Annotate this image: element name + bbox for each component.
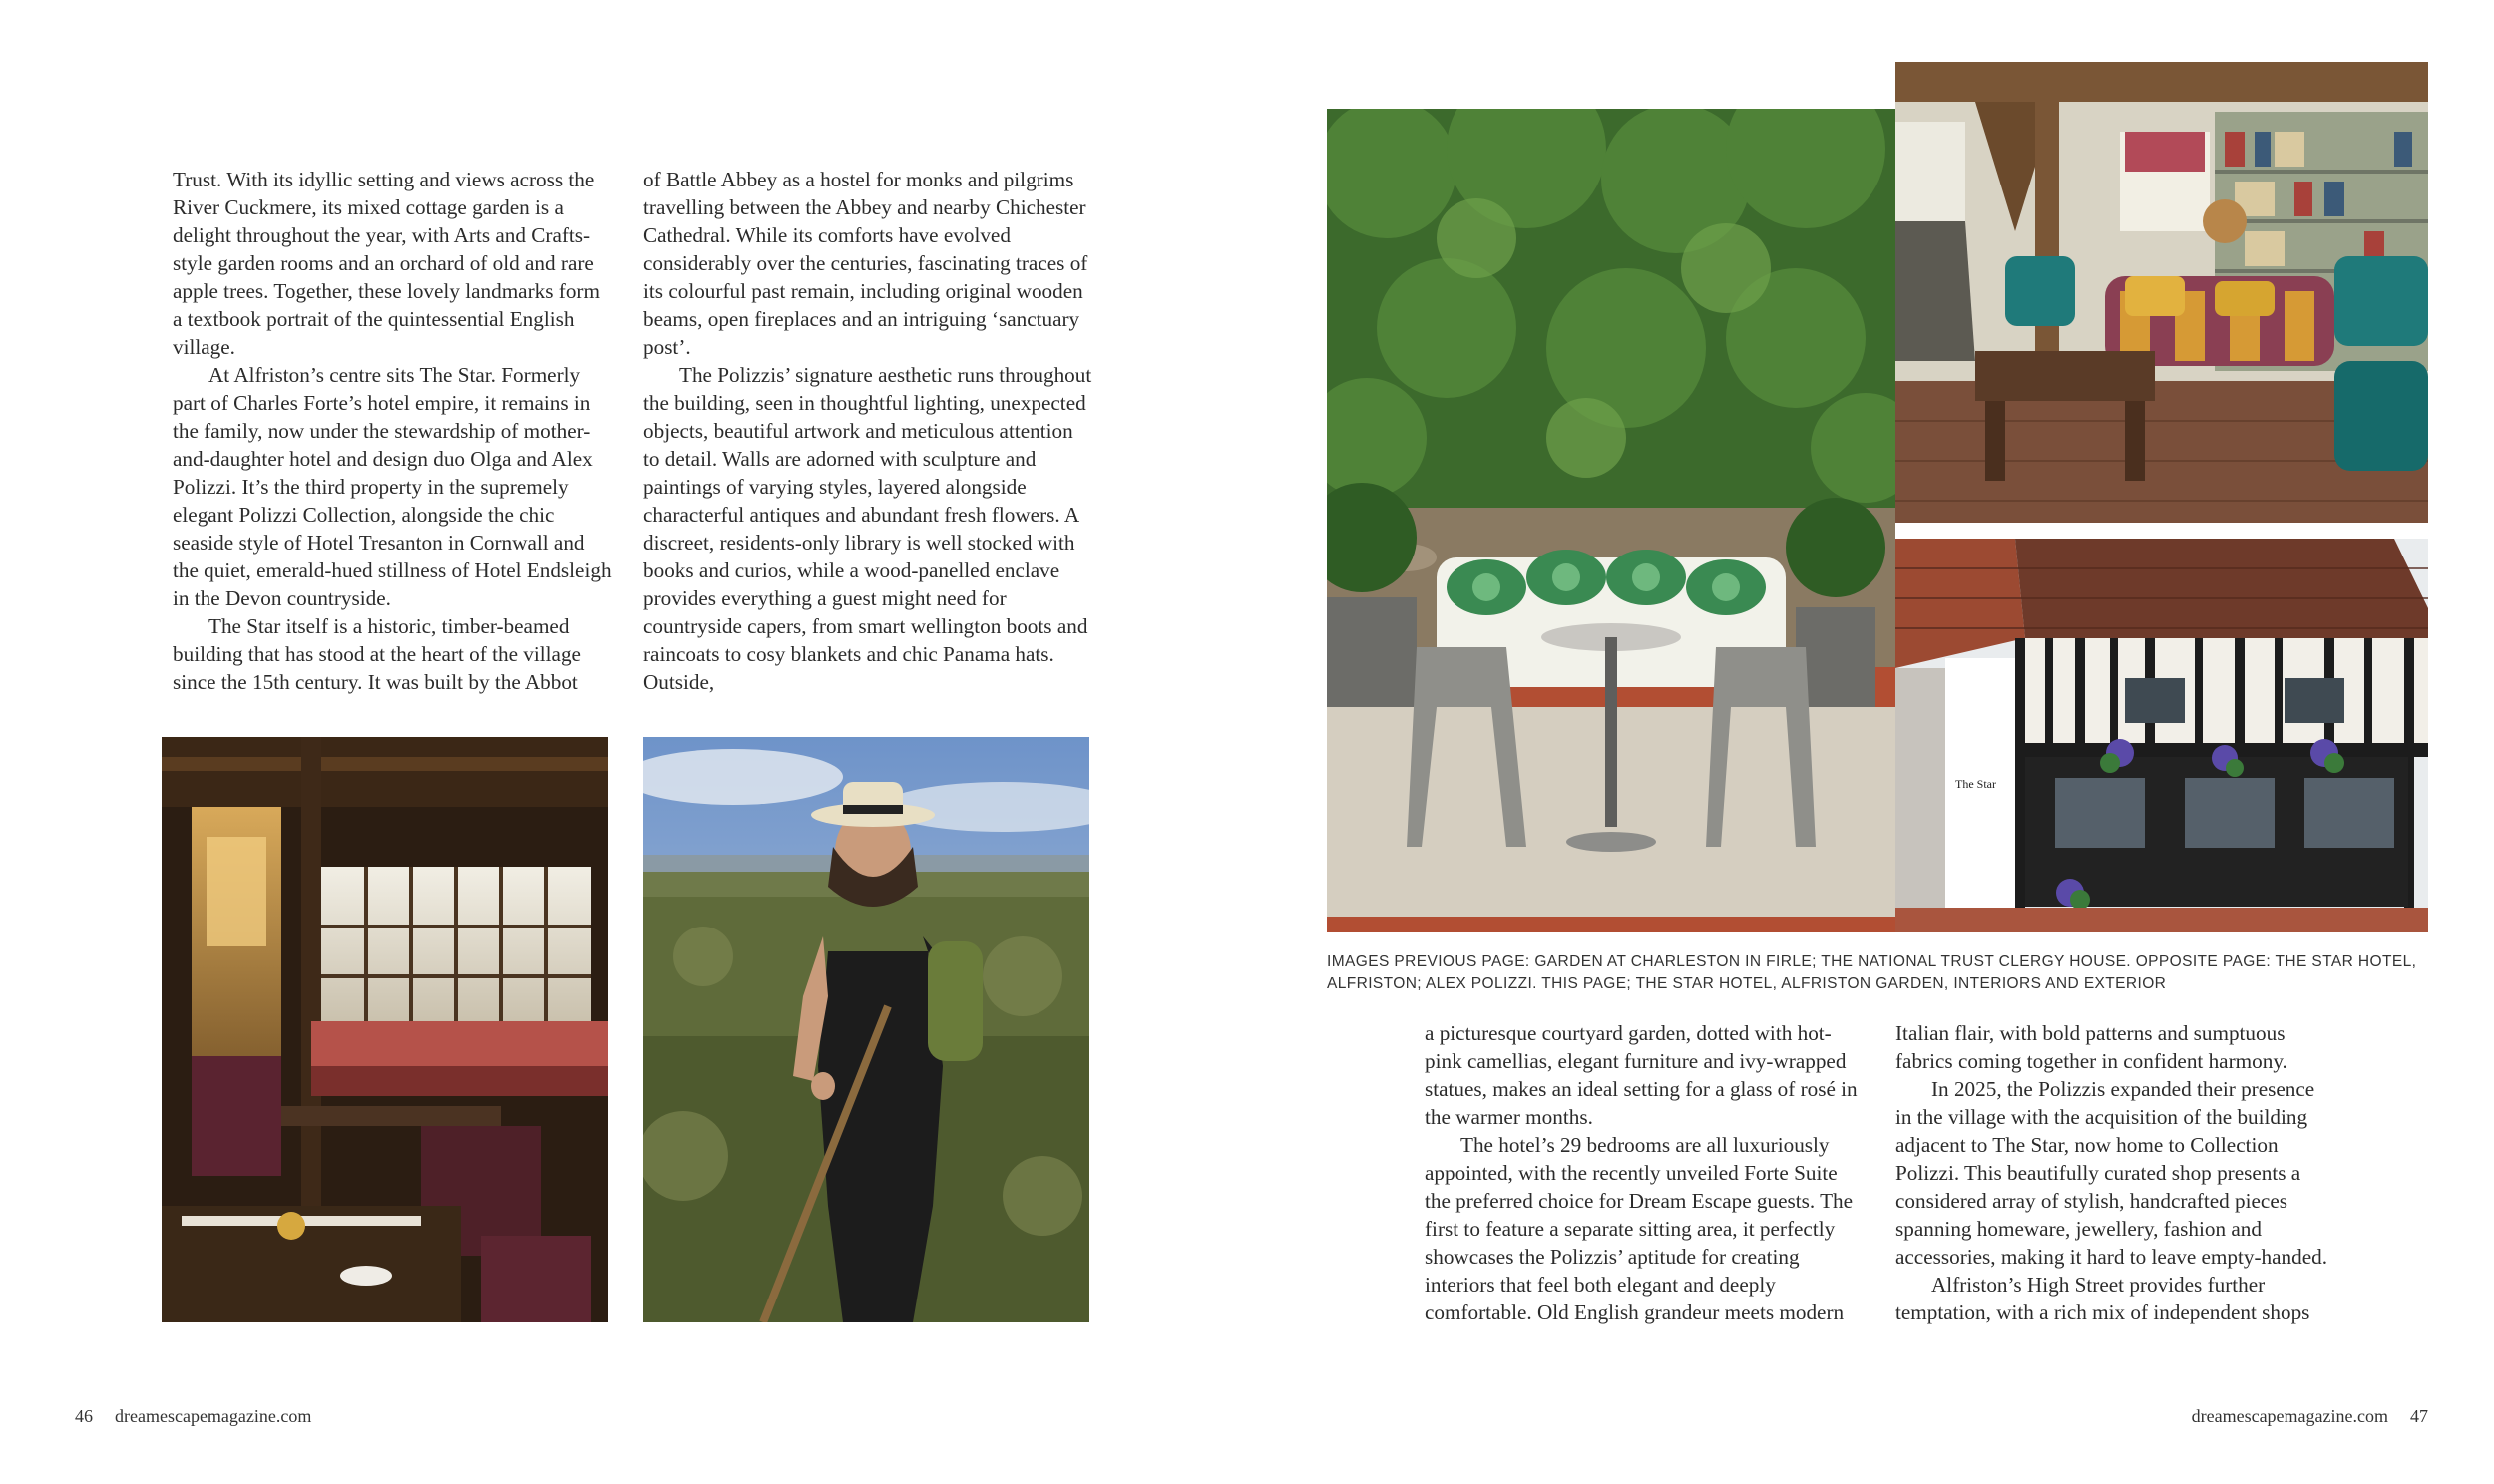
site-url: dreamescapemagazine.com: [2191, 1406, 2388, 1426]
hotel-sign-text: The Star: [1955, 777, 1996, 791]
paragraph: a picturesque courtyard garden, dotted with hot-pink camellias, elegant furniture and ivy-wrapped statues, makes an ideal setting for a glass of rosé in the warmer months.: [1425, 1021, 1858, 1129]
folio-left: [75, 1406, 311, 1427]
paragraph: The Star itself is a historic, timber-beamed building that has stood at the heart of the village since the 15th century. It was built by the Abbot: [173, 614, 581, 694]
page-number: 46: [75, 1406, 93, 1426]
body-column-4: [1895, 1019, 2334, 1326]
paragraph: Italian flair, with bold patterns and sumptuous fabrics coming together in confident harmony.: [1895, 1021, 2287, 1073]
library-lounge-photo: [1895, 62, 2428, 523]
paragraph: At Alfriston’s centre sits The Star. Formerly part of Charles Forte’s hotel empire, it remains in the family, now under the stewardship of mother-and-daughter hotel and design duo Olga and Alex Polizzi. It’s the third property in the supremely elegant Polizzi Collection, alongside the chic seaside style of Hotel Tresanton in Cornwall and the quiet, emerald-hued stillness of Hotel Endsleigh in the Devon countryside.: [173, 363, 612, 610]
body-column-2: [643, 166, 1092, 696]
paragraph: Trust. With its idyllic setting and views across the River Cuckmere, its mixed cottage garden is a delight throughout the year, with Arts and Crafts-style garden rooms and an orchard of old and rare apple trees. Together, these lovely landmarks form a textbook portrait of the quintessential English village.: [173, 168, 600, 359]
paragraph: In 2025, the Polizzis expanded their presence in the village with the acquisition of the building adjacent to The Star, now home to Collection Polizzi. This beautifully curated shop presents a considered array of stylish, handcrafted pieces spanning homeware, jewellery, fashion and accessories, making it hard to leave empty-handed.: [1895, 1077, 2328, 1269]
paragraph: of Battle Abbey as a hostel for monks and pilgrims travelling between the Abbey and nearby Chichester Cathedral. While its comforts have evolved considerably over the centuries, fascinating traces of its colourful past remain, including original wooden beams, open fireplaces and an intriguing ‘sanctuary post’.: [643, 168, 1088, 359]
garden-courtyard-photo: [1327, 109, 1895, 932]
site-url: dreamescapemagazine.com: [115, 1406, 312, 1426]
restaurant-interior-photo: [162, 737, 608, 1322]
paragraph: The Polizzis’ signature aesthetic runs throughout the building, seen in thoughtful lighting, unexpected objects, beautiful artwork and meticulous attention to detail. Walls are adorned with sculpture and paintings of varying styles, layered alongside characterful antiques and abundant fresh flowers. A discreet, residents-only library is well stocked with books and curios, while a wood-panelled enclave provides everything a guest might need for countryside capers, from smart wellington boots and raincoats to cosy blankets and chic Panama hats. Outside,: [643, 363, 1092, 694]
hotel-exterior-photo: [1895, 539, 2428, 932]
hiker-portrait-photo: [643, 737, 1089, 1322]
photo-caption: IMAGES PREVIOUS PAGE: GARDEN AT CHARLESTON IN FIRLE; THE NATIONAL TRUST CLERGY HOUSE. OPPOSITE PAGE: THE STAR HOTEL, ALFRISTON; ALEX POLIZZI. THIS PAGE; THE STAR HOTEL, ALFRISTON GARDEN, INTERIORS AND EXTERIOR: [1327, 953, 2417, 992]
body-column-1: [173, 166, 612, 696]
paragraph: The hotel’s 29 bedrooms are all luxuriously appointed, with the recently unveiled Forte Suite the preferred choice for Dream Escape guests. The first to feature a separate sitting area, it perfectly showcases the Polizzis’ aptitude for creating interiors that feel both elegant and deeply comfortable. Old English grandeur meets modern: [1425, 1133, 1854, 1324]
paragraph: Alfriston’s High Street provides further temptation, with a rich mix of independent shops: [1895, 1273, 2310, 1324]
folio-right: [2192, 1406, 2428, 1427]
page-number: 47: [2410, 1406, 2428, 1426]
body-column-3: [1425, 1019, 1864, 1326]
